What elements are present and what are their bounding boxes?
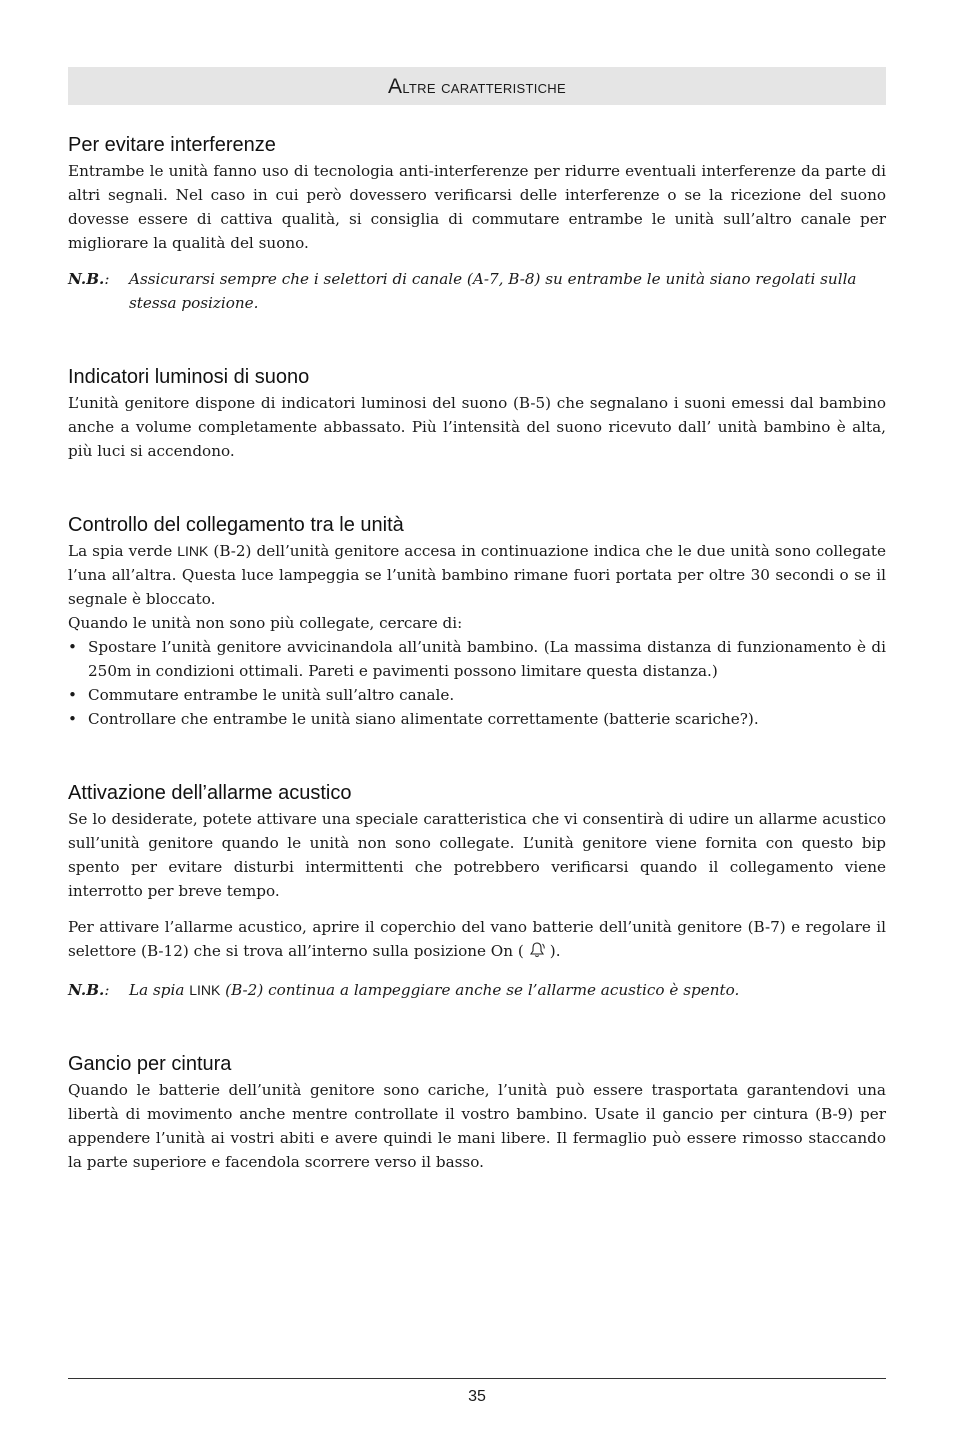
paragraph: Quando le batterie dell’unità genitore sono cariche, l’unità può essere trasportata garantendovi una libertà di movimento anche mentre controllate il vostro bambino. Usate il gancio per cintura (B-9) per appendere l’unità ai vostri abiti e avere quindi le mani libere. Il fermaglio può essere rimosso staccando la parte superiore e facendola scorrere verso il basso. <box>68 1081 886 1171</box>
heading-gancio: Gancio per cintura <box>68 1053 232 1075</box>
note-text: Assicurarsi sempre che i selettori di canale (A-7, B-8) su entrambe le unità siano regolati sulla stessa posizione. <box>129 270 857 312</box>
text-fragment: La spia <box>129 981 190 999</box>
heading-indicatori: Indicatori luminosi di suono <box>68 366 310 388</box>
list-item: • Spostare l’unità genitore avvicinandola all’unità bambino. (La massima distanza di funzionamento è di 250m in condizioni ottimali. Pareti e pavimenti possono limitare questa distanza.) <box>68 635 886 683</box>
list-item: • Controllare che entrambe le unità siano alimentate correttamente (batterie scariche?). <box>68 707 886 731</box>
note-text <box>129 978 886 1002</box>
heading-controllo: Controllo del collegamento tra le unità <box>68 514 404 536</box>
paragraph <box>68 915 886 966</box>
paragraph: Entrambe le unità fanno uso di tecnologia anti-interferenze per ridurre eventuali interferenze da parte di altri segnali. Nel caso in cui però dovessero verificarsi delle interferenze o se la ricezione del suono dovesse essere di cattiva qualità, si consiglia di commutare entrambe le unità sull’altro canale per migliorare la qualità del suono. <box>68 162 886 252</box>
bullet-glyph: • <box>68 710 77 728</box>
section-indicatori <box>68 364 886 463</box>
paragraph <box>68 539 886 611</box>
section-gancio <box>68 1051 886 1174</box>
paragraph: Quando le unità non sono più collegate, cercare di: <box>68 614 463 632</box>
banner-initial: A <box>388 75 403 98</box>
list-item: • Commutare entrambe le unità sull’altro canale. <box>68 683 886 707</box>
bell-icon <box>528 941 546 966</box>
note-colon: : <box>104 270 110 288</box>
paragraph: L’unità genitore dispone di indicatori luminosi del suono (B-5) che segnalano i suoni emessi dal bambino anche a volume completamente abbassato. Più l’intensità del suono ricevuto dall’ unità bambino è alta, più luci si accendono. <box>68 394 886 460</box>
note-colon: : <box>104 981 110 999</box>
paragraph: Se lo desiderate, potete attivare una speciale caratteristica che vi consentirà di udire un allarme acustico sull’unità genitore quando le unità non sono collegate. L’unità genitore viene fornita con questo bip spento per evitare disturbi intermittenti che potrebbero verificarsi quando il collegamento viene interrotto per breve tempo. <box>68 810 886 900</box>
text-fragment: (B-2) dell’unità genitore accesa in continuazione indica che le due unità sono collegate l’una all’altra. Questa luce lampeggia se l’unità bambino rimane fuori portata per oltre 30 secondi o se il segnale è bloccato. <box>68 542 886 608</box>
bullet-glyph: • <box>68 686 77 704</box>
heading-interferenze: Per evitare interferenze <box>68 134 276 156</box>
text-fragment: La spia verde <box>68 542 178 560</box>
text-fragment: Per attivare l’allarme acustico, aprire il coperchio del vano batterie dell’unità genitore (B-7) e regolare il selettore (B-12) che si trova all’interno sulla posizione On ( <box>68 918 886 960</box>
section-interferenze <box>68 132 886 315</box>
heading-allarme: Attivazione dell’allarme acustico <box>68 782 352 804</box>
page-content <box>68 67 886 1174</box>
banner-title: ltre caratteristiche <box>402 77 566 97</box>
footer-divider <box>68 1378 886 1379</box>
section-controllo <box>68 512 886 731</box>
section-banner <box>68 67 886 105</box>
note-interferenze <box>68 267 886 315</box>
note-label: N.B. <box>68 981 105 999</box>
bullet-list <box>68 635 886 731</box>
section-allarme <box>68 780 886 1002</box>
bullet-glyph: • <box>68 638 77 656</box>
link-label: LINK <box>177 543 209 559</box>
text-fragment: (B-2) continua a lampeggiare anche se l’allarme acustico è spento. <box>220 981 740 999</box>
text-fragment: ). <box>549 942 561 960</box>
note-allarme <box>68 978 886 1002</box>
page-number: 35 <box>468 1388 486 1405</box>
note-label: N.B. <box>68 270 105 288</box>
link-label: LINK <box>189 982 221 998</box>
